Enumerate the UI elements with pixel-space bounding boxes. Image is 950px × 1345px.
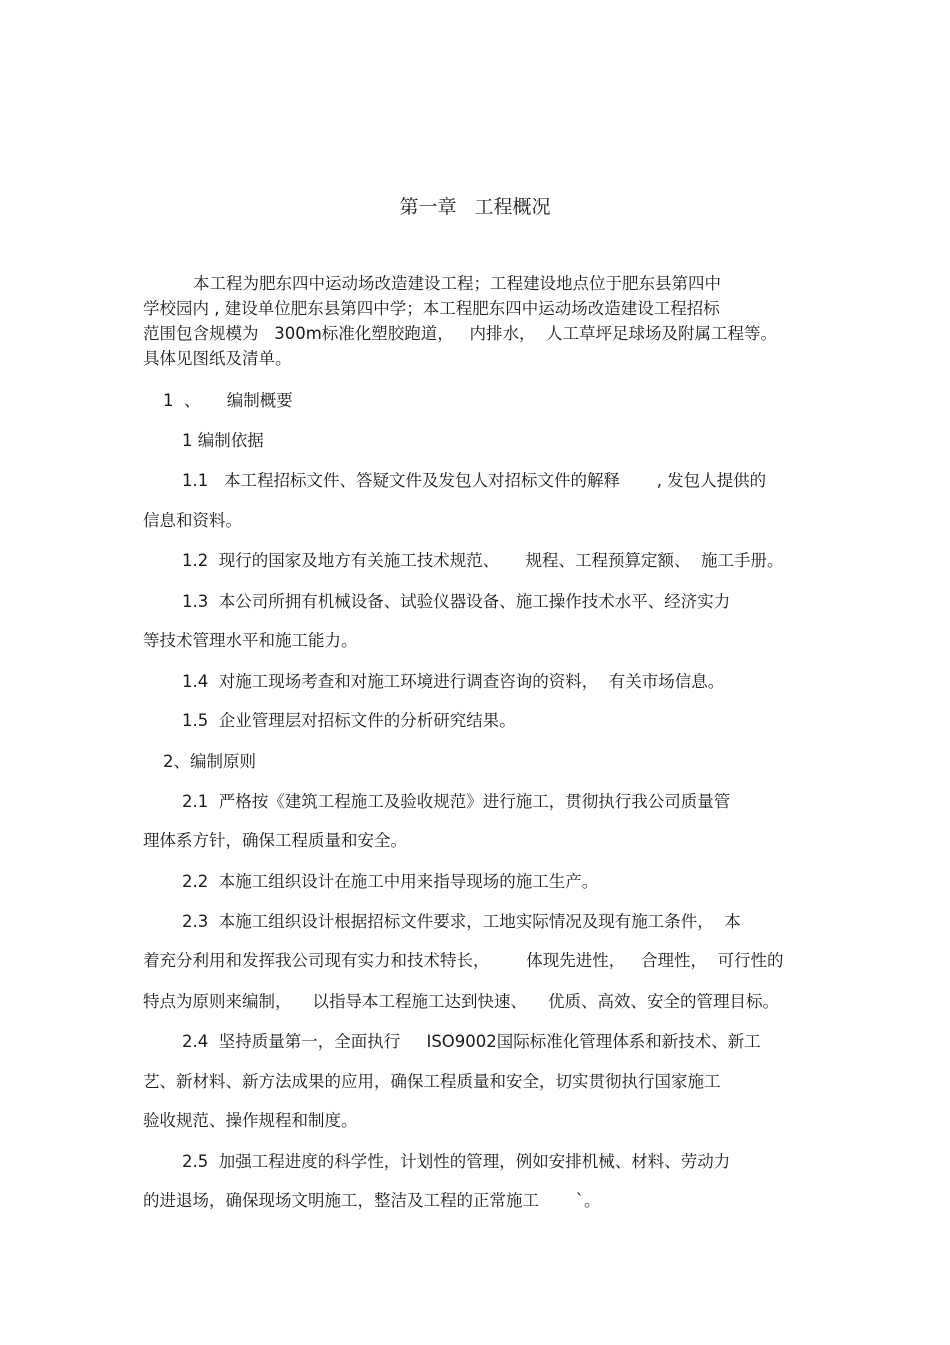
section2-heading: 2、编制原则 (163, 752, 256, 771)
item-2-3-line-2: 着充分利用和发挥我公司现有实力和技术特长， 体现先进性， 合理性， 可行性的 (143, 951, 784, 970)
item-2-4-line-2: 艺、新材料、新方法成果的应用，确保工程质量和安全，切实贯彻执行国家施工 (143, 1072, 721, 1091)
item-1-1-line-1: 1.1 本工程招标文件、答疑文件及发包人对招标文件的解释 , 发包人提供的 (182, 471, 767, 490)
section1-subheading: 1 编制依据 (182, 431, 264, 450)
item-2-5-line-2: 的进退场，确保现场文明施工，整洁及工程的正常施工 `。 (143, 1191, 601, 1210)
intro-line-1: 本工程为肥东四中运动场改造建设工程；工程建设地点位于肥东县第四中 (193, 274, 721, 293)
item-1-2-line-1: 1.2 现行的国家及地方有关施工技术规范、 规程、工程预算定额、 施工手册。 (182, 551, 784, 570)
section1-heading: 1 、 编制概要 (163, 391, 293, 410)
item-2-1-line-2: 理体系方针，确保工程质量和安全。 (143, 831, 407, 850)
item-1-5-line-1: 1.5 企业管理层对招标文件的分析研究结果。 (182, 711, 516, 730)
item-1-4-line-1: 1.4 对施工现场考查和对施工环境进行调查咨询的资料， 有关市场信息。 (182, 672, 725, 691)
chapter-title: 第一章 工程概况 (399, 196, 551, 218)
item-2-2-line-1: 2.2 本施工组织设计在施工中用来指导现场的施工生产。 (182, 872, 599, 891)
item-2-4-line-3: 验收规范、操作规程和制度。 (143, 1111, 358, 1130)
item-2-3-line-3: 特点为原则来编制， 以指导本工程施工达到快速、 优质、高效、安全的管理目标。 (143, 992, 779, 1011)
intro-line-2: 学校园内 , 建设单位肥东县第四中学；本工程肥东四中运动场改造建设工程招标 (143, 299, 720, 318)
item-1-3-line-1: 1.3 本公司所拥有机械设备、试验仪器设备、施工操作技术水平、经济实力 (182, 592, 731, 611)
item-2-3-line-1: 2.3 本施工组织设计根据招标文件要求，工地实际情况及现有施工条件， 本 (182, 912, 741, 931)
intro-line-3: 范围包含规模为 300m标准化塑胶跑道， 内排水， 人工草坪足球场及附属工程等。 (143, 324, 778, 343)
item-1-1-line-2: 信息和资料。 (143, 511, 242, 530)
item-2-5-line-1: 2.5 加强工程进度的科学性，计划性的管理，例如安排机械、材料、劳动力 (182, 1152, 731, 1171)
item-2-4-line-1: 2.4 坚持质量第一，全面执行 ISO9002国际标准化管理体系和新技术、新工 (182, 1032, 761, 1051)
intro-line-4: 具体见图纸及清单。 (143, 349, 292, 368)
item-2-1-line-1: 2.1 严格按《建筑工程施工及验收规范》进行施工，贯彻执行我公司质量管 (182, 792, 731, 811)
item-1-3-line-2: 等技术管理水平和施工能力。 (143, 631, 358, 650)
